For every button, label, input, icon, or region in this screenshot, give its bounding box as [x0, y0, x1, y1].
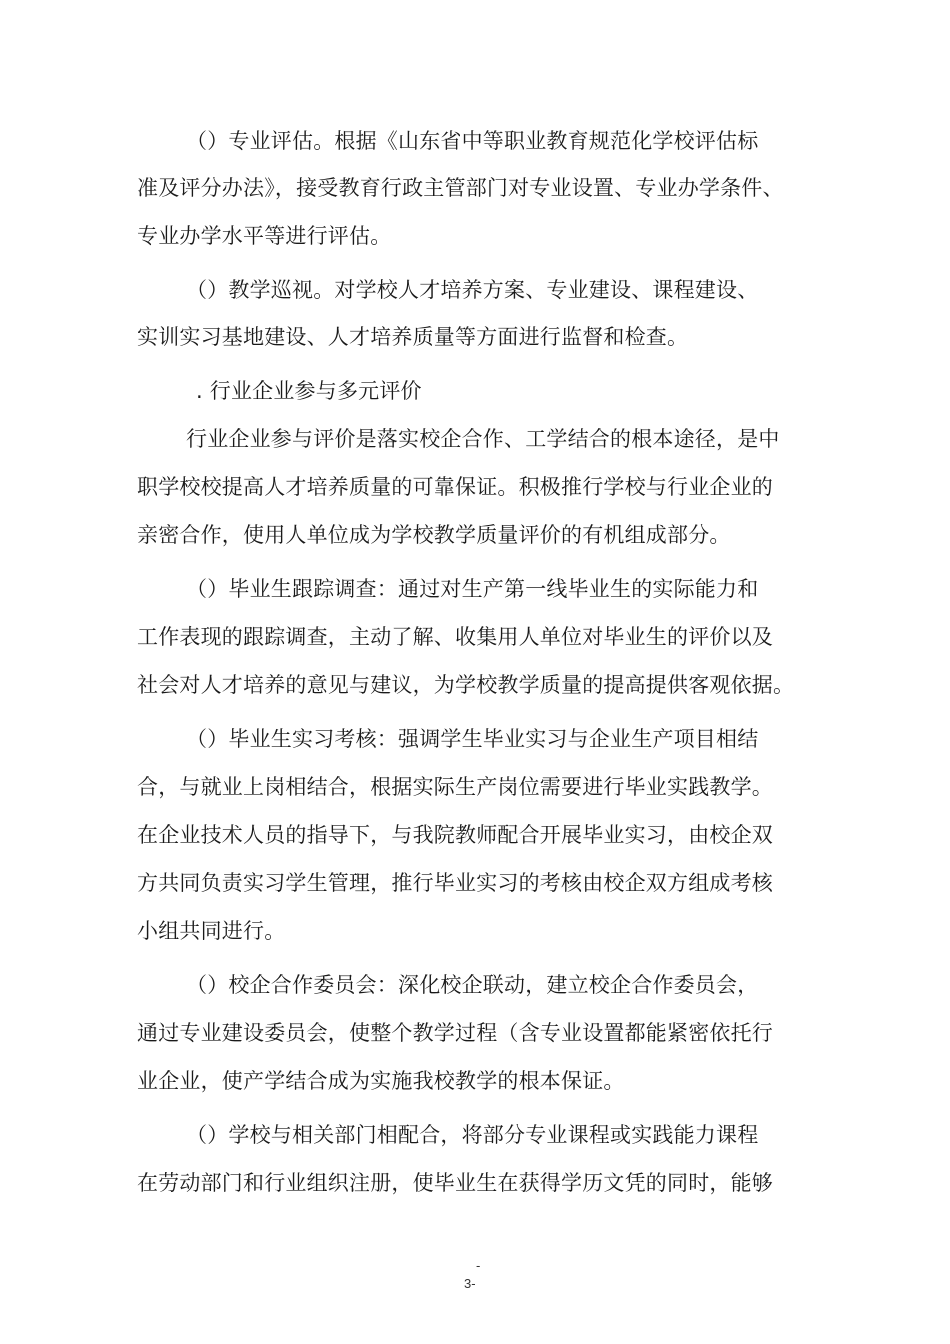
footer-dash: - [476, 1258, 481, 1273]
text-line: （）专业评估。根据《山东省中等职业教育规范化学校评估标 [186, 129, 759, 153]
text-line: 小组共同进行。 [137, 919, 286, 943]
text-line: 行业企业参与评价是落实校企合作、工学结合的根本途径，是中 [186, 427, 780, 451]
text-line: （）学校与相关部门相配合，将部分专业课程或实践能力课程 [186, 1123, 759, 1147]
text-line: 在企业技术人员的指导下，与我院教师配合开展毕业实习，由校企双 [137, 823, 773, 847]
text-line: （）毕业生跟踪调查：通过对生产第一线毕业生的实际能力和 [186, 577, 759, 601]
text-line: 业企业，使产学结合成为实施我校教学的根本保证。 [137, 1069, 625, 1093]
text-line: 工作表现的跟踪调查，主动了解、收集用人单位对毕业生的评价以及 [137, 625, 773, 649]
text-line: 合，与就业上岗相结合，根据实际生产岗位需要进行毕业实践教学。 [137, 775, 773, 799]
text-line: 通过专业建设委员会，使整个教学过程（含专业设置都能紧密依托行 [137, 1021, 773, 1045]
page-number: 3- [464, 1276, 476, 1291]
text-line: 实训实习基地建设、人才培养质量等方面进行监督和检查。 [137, 325, 689, 349]
text-line: 专业办学水平等进行评估。 [137, 224, 392, 248]
section-heading: . 行业企业参与多元评价 [196, 379, 422, 403]
text-line: （）校企合作委员会：深化校企联动，建立校企合作委员会， [186, 973, 759, 997]
text-line: 职学校校提高人才培养质量的可靠保证。积极推行学校与行业企业的 [137, 475, 773, 499]
text-line: 社会对人才培养的意见与建议，为学校教学质量的提高提供客观依据。 [137, 673, 795, 697]
text-line: 在劳动部门和行业组织注册，使毕业生在获得学历文凭的同时，能够 [137, 1171, 773, 1195]
text-line: 准及评分办法》，接受教育行政主管部门对专业设置、专业办学条件、 [137, 176, 784, 200]
text-line: （）教学巡视。对学校人才培养方案、专业建设、课程建设、 [186, 278, 759, 302]
text-line: 亲密合作，使用人单位成为学校教学质量评价的有机组成部分。 [137, 523, 731, 547]
text-line: （）毕业生实习考核：强调学生毕业实习与企业生产项目相结 [186, 727, 759, 751]
text-line: 方共同负责实习学生管理，推行毕业实习的考核由校企双方组成考核 [137, 871, 773, 895]
